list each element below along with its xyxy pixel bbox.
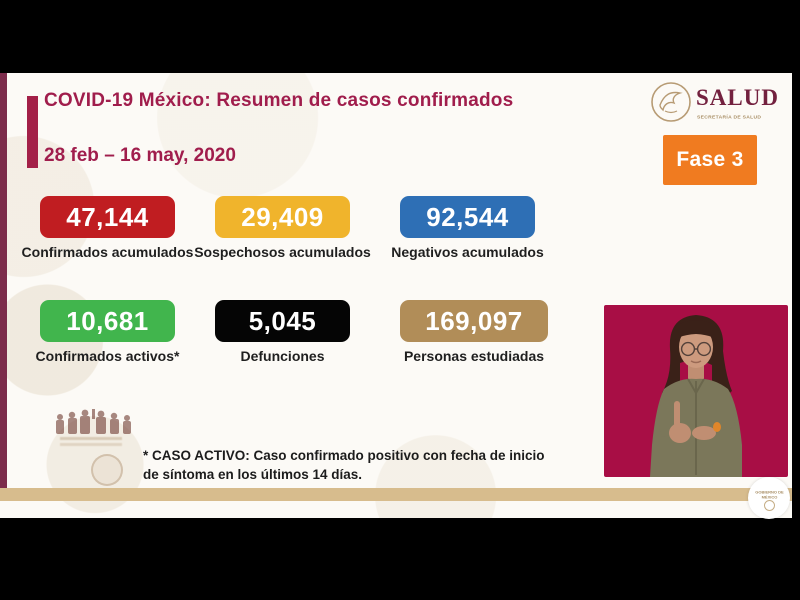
stat-label: Confirmados activos* [35, 348, 180, 364]
date-range: 28 feb – 16 may, 2020 [44, 145, 236, 166]
slide-content-area [0, 73, 792, 518]
stat-label: Personas estudiadas [403, 348, 545, 364]
salud-wordmark: SALUD [696, 85, 779, 110]
stat-label: Confirmados acumulados [21, 244, 194, 260]
gold-footer-bar [0, 488, 792, 501]
stat-value: 92,544 [400, 196, 535, 238]
stat-card-confirmados-acumulados [21, 196, 194, 262]
footnote-line1: * CASO ACTIVO: Caso confirmado positivo con fecha de inicio [143, 448, 545, 463]
stat-card-negativos-acumulados [391, 196, 544, 262]
salud-logo [650, 81, 785, 127]
salud-subtitle: SECRETARÍA DE SALUD [697, 114, 762, 120]
stat-label: Sospechosos acumulados [194, 244, 371, 260]
gobierno-seal-emblem [764, 500, 775, 511]
footnote-line2: de síntoma en los últimos 14 días. [143, 466, 363, 482]
stat-value: 10,681 [40, 300, 175, 342]
gobierno-seal-text: GOBIERNO DE MÉXICO [754, 489, 784, 499]
gobierno-watermark-text [60, 437, 122, 440]
stat-label: Negativos acumulados [391, 244, 544, 260]
footnote [143, 447, 545, 485]
stat-card-confirmados-activos [35, 300, 180, 366]
stat-value: 5,045 [215, 300, 350, 342]
page-title: COVID-19 México: Resumen de casos confirmados [44, 90, 514, 111]
interpreter-illustration [604, 305, 788, 477]
stat-value: 169,097 [400, 300, 548, 342]
salud-eagle-icon [650, 81, 692, 128]
stat-value: 47,144 [40, 196, 175, 238]
stat-card-defunciones [215, 300, 350, 366]
gobierno-watermark-seal [91, 454, 123, 486]
stat-card-sospechosos-acumulados [194, 196, 371, 262]
stat-value: 29,409 [215, 196, 350, 238]
gobierno-mexico-seal [748, 477, 790, 519]
phase-badge: Fase 3 [663, 135, 757, 185]
sign-language-interpreter-panel [604, 305, 788, 477]
title-accent-bar [27, 96, 38, 168]
stat-label: Defunciones [240, 348, 325, 364]
stat-card-personas-estudiadas [400, 300, 548, 366]
left-maroon-strip [0, 73, 7, 489]
